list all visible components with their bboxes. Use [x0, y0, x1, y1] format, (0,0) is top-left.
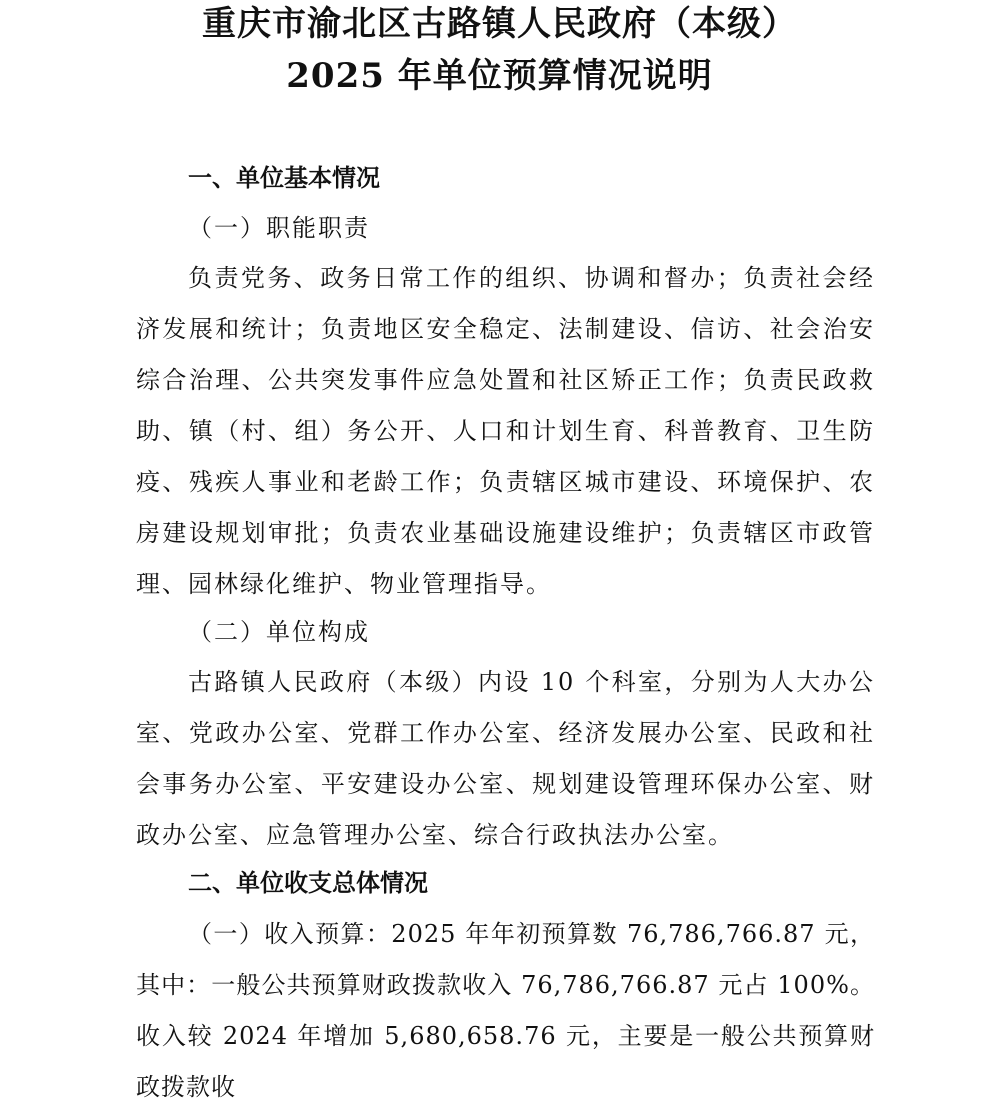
document-title-line1: 重庆市渝北区古路镇人民政府（本级） — [202, 4, 797, 44]
section1-sub1-heading: （一）职能职责 — [188, 214, 370, 242]
section1-sub2-heading: （二）单位构成 — [188, 618, 370, 646]
section2-heading: 二、单位收支总体情况 — [188, 869, 428, 897]
section2-paragraph: （一）收入预算：2025 年年初预算数 76,786,766.87 元，其中：一般公共预算财政拨款收入 76,786,766.87 元占 100%。收入较 2024 年增加 5,680,658.76 元，主要是一般公共预算财政拨款收 — [136, 920, 875, 1101]
section1-heading: 一、单位基本情况 — [188, 164, 380, 192]
document-title-line2: 2025 年单位预算情况说明 — [286, 56, 713, 96]
section1-sub1-paragraph: 负责党务、政务日常工作的组织、协调和督办；负责社会经济发展和统计；负责地区安全稳定、法制建设、信访、社会治安综合治理、公共突发事件应急处置和社区矫正工作；负责民政救助、镇（村、组）务公开、人口和计划生育、科普教育、卫生防疫、残疾人事业和老龄工作；负责辖区城市建设、环境保护、农房建设规划审批；负责农业基础设施建设维护；负责辖区市政管理、园林绿化维护、物业管理指导。 — [136, 264, 875, 598]
section1-sub2-paragraph: 古路镇人民政府（本级）内设 10 个科室，分别为人大办公室、党政办公室、党群工作办公室、经济发展办公室、民政和社会事务办公室、平安建设办公室、规划建设管理环保办公室、财政办公室、应急管理办公室、综合行政执法办公室。 — [136, 668, 875, 849]
